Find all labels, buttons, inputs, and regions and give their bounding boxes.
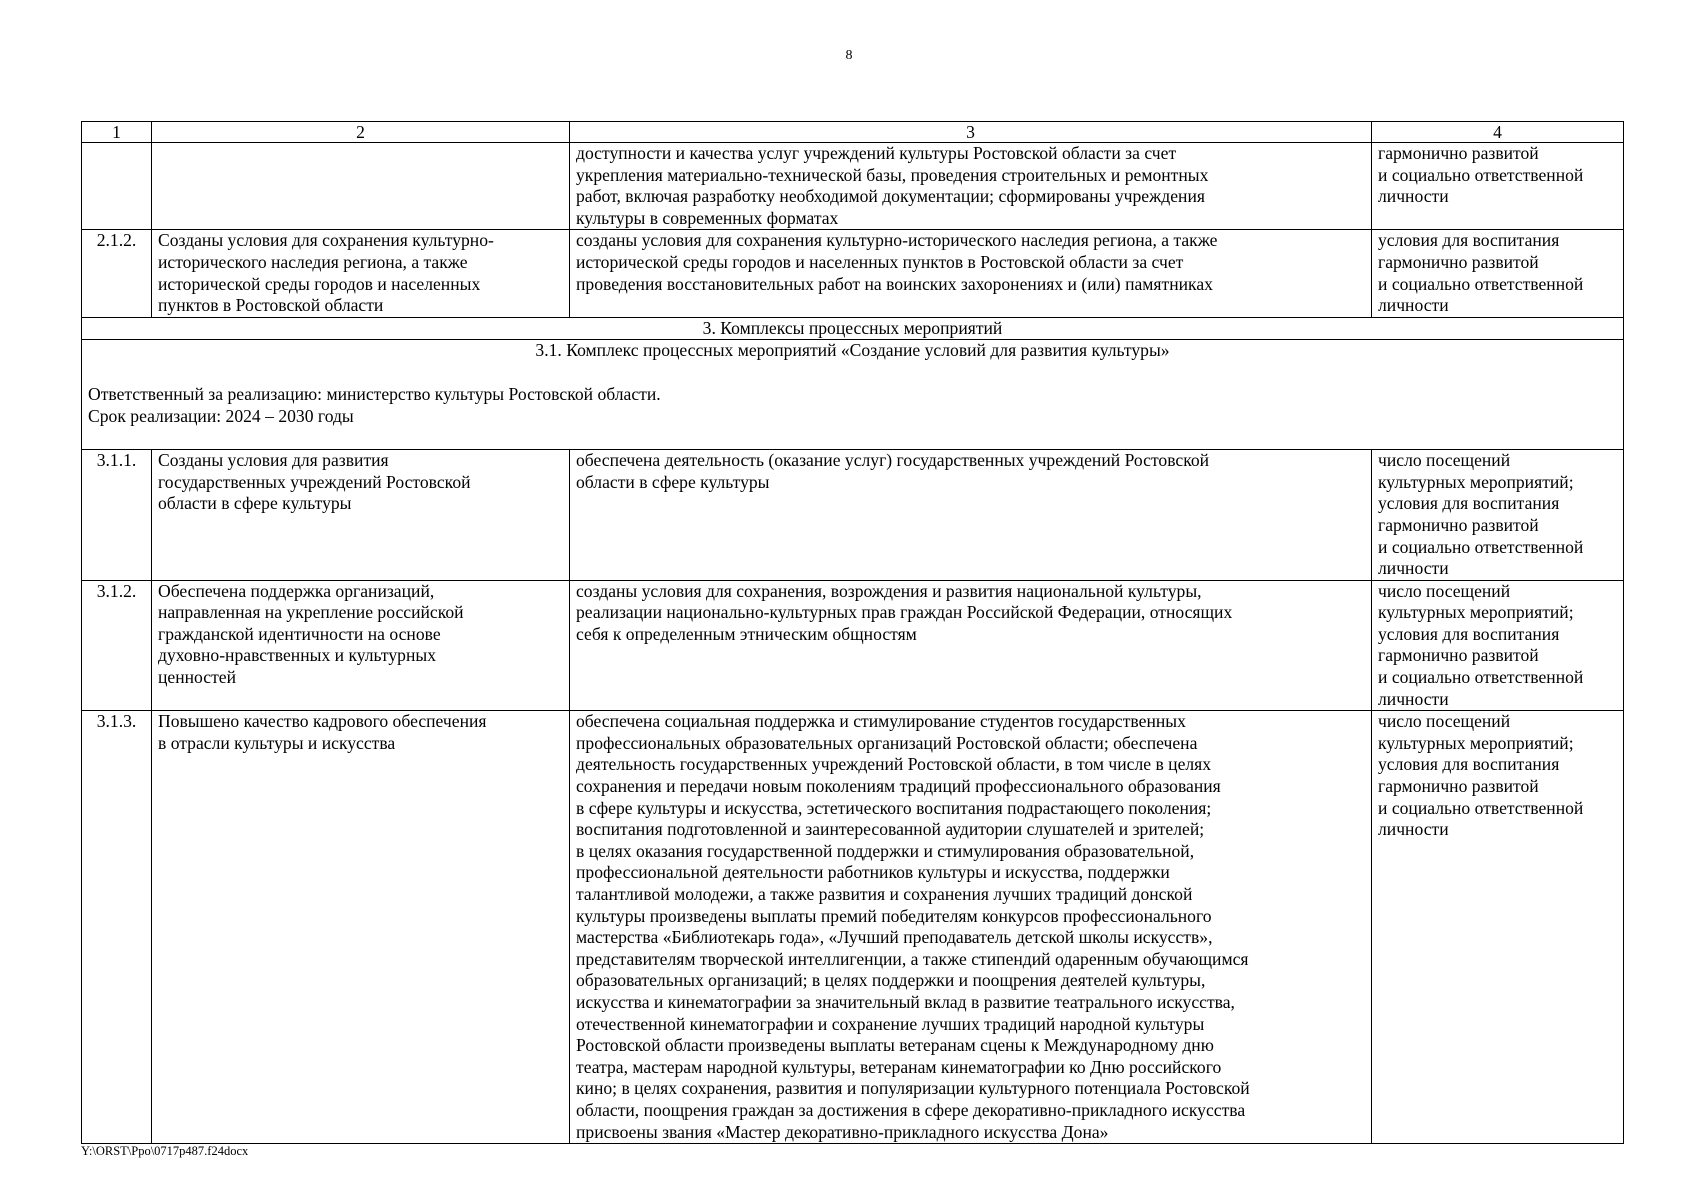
row-number-cell: 3.1.1. xyxy=(82,450,152,581)
page-number: 8 xyxy=(845,48,853,63)
complex-info-cell xyxy=(82,340,1624,450)
link-cell: число посещений культурных мероприятий; условия для воспитания гармонично развитой и социально ответственной личности xyxy=(1372,580,1624,711)
link-cell: число посещений культурных мероприятий; условия для воспитания гармонично развитой и социально ответственной личности xyxy=(1372,450,1624,581)
complex-row xyxy=(82,340,1624,450)
table-row xyxy=(82,450,1624,581)
column-header: 4 xyxy=(1372,122,1624,143)
description-cell: доступности и качества услуг учреждений культуры Ростовской области за счет укрепления материально-технической базы, проведения строительных и ремонтных работ, включая разработку необходимой документации; сформированы учреждения культуры в современных форматах xyxy=(570,143,1372,230)
table-row xyxy=(82,580,1624,711)
column-header: 1 xyxy=(82,122,152,143)
task-cell: Созданы условия для развития государственных учреждений Ростовской области в сфере культуры xyxy=(152,450,570,581)
column-header: 3 xyxy=(570,122,1372,143)
link-cell: число посещений культурных мероприятий; условия для воспитания гармонично развитой и социально ответственной личности xyxy=(1372,711,1624,1144)
task-cell xyxy=(152,143,570,230)
link-cell: гармонично развитой и социально ответственной личности xyxy=(1372,143,1624,230)
complex-title: 3.1. Комплекс процессных мероприятий «Создание условий для развития культуры» xyxy=(535,340,1170,361)
row-number-cell xyxy=(82,143,152,230)
link-cell: условия для воспитания гармонично развитой и социально ответственной личности xyxy=(1372,230,1624,317)
task-cell: Обеспечена поддержка организаций, направленная на укрепление российской гражданской идентичности на основе духовно-нравственных и культурных ценностей xyxy=(152,580,570,711)
table-row xyxy=(82,230,1624,317)
row-number-cell: 3.1.2. xyxy=(82,580,152,711)
task-cell: Созданы условия для сохранения культурно- исторического наследия региона, а также исторической среды городов и населенных пунктов в Ростовской области xyxy=(152,230,570,317)
task-cell: Повышено качество кадрового обеспечения в отрасли культуры и искусства xyxy=(152,711,570,1144)
column-header: 2 xyxy=(152,122,570,143)
section-title: 3. Комплексы процессных мероприятий xyxy=(82,317,1624,340)
description-cell: обеспечена деятельность (оказание услуг) государственных учреждений Ростовской области в сфере культуры xyxy=(570,450,1372,581)
table-header-row xyxy=(82,122,1624,143)
table-row xyxy=(82,711,1624,1144)
row-number-cell: 2.1.2. xyxy=(82,230,152,317)
description-cell: созданы условия для сохранения культурно-исторического наследия региона, а также исторической среды городов и населенных пунктов в Ростовской области за счет проведения восстановительных работ на воинских захоронениях и (или) памятниках xyxy=(570,230,1372,317)
description-cell: созданы условия для сохранения, возрождения и развития национальной культуры, реализации национально-культурных прав граждан Российской Федерации, относящих себя к определенным этническим общностям xyxy=(570,580,1372,711)
section-row xyxy=(82,317,1624,340)
responsible-text: Ответственный за реализацию: министерство культуры Ростовской области. xyxy=(88,383,661,404)
file-path-footer: Y:\ORST\Ppo\0717p487.f24docx xyxy=(81,1144,249,1158)
term-text: Срок реализации: 2024 – 2030 годы xyxy=(88,405,354,426)
measures-table xyxy=(81,121,1624,1144)
table-row xyxy=(82,143,1624,230)
description-cell: обеспечена социальная поддержка и стимулирование студентов государственных профессиональных образовательных организаций Ростовской области; обеспечена деятельность государственных учреждений Ростовской области, в том числе в целях сохранения и передачи новым поколениям традиций профессионального образования в сфере культуры и искусства, эстетического воспитания подрастающего поколения; воспитания подготовленной и заинтересованной аудитории слушателей и зрителей; в целях оказания государственной поддержки и стимулирования образовательной, профессиональной деятельности работников культуры и искусства, поддержки талантливой молодежи, а также развития и сохранения лучших традиций донской культуры произведены выплаты премий победителям конкурсов профессионального мастерства «Библиотекарь года», «Лучший преподаватель детской школы искусств», представителям творческой интеллигенции, а также стипендий одаренным обучающимся образовательных организаций; в целях поддержки и поощрения деятелей культуры, искусства и кинематографии за значительный вклад в развитие театрального искусства, отечественной кинематографии и сохранение лучших традиций народной культуры Ростовской области произведены выплаты ветеранам сцены к Международному дню театра, мастерам народной культуры, ветеранам кинематографии ко Дню российского кино; в целях сохранения, развития и популяризации культурного потенциала Ростовской области, поощрения граждан за достижения в сфере декоративно-прикладного искусства присвоены звания «Мастер декоративно-прикладного искусства Дона» xyxy=(570,711,1372,1144)
row-number-cell: 3.1.3. xyxy=(82,711,152,1144)
